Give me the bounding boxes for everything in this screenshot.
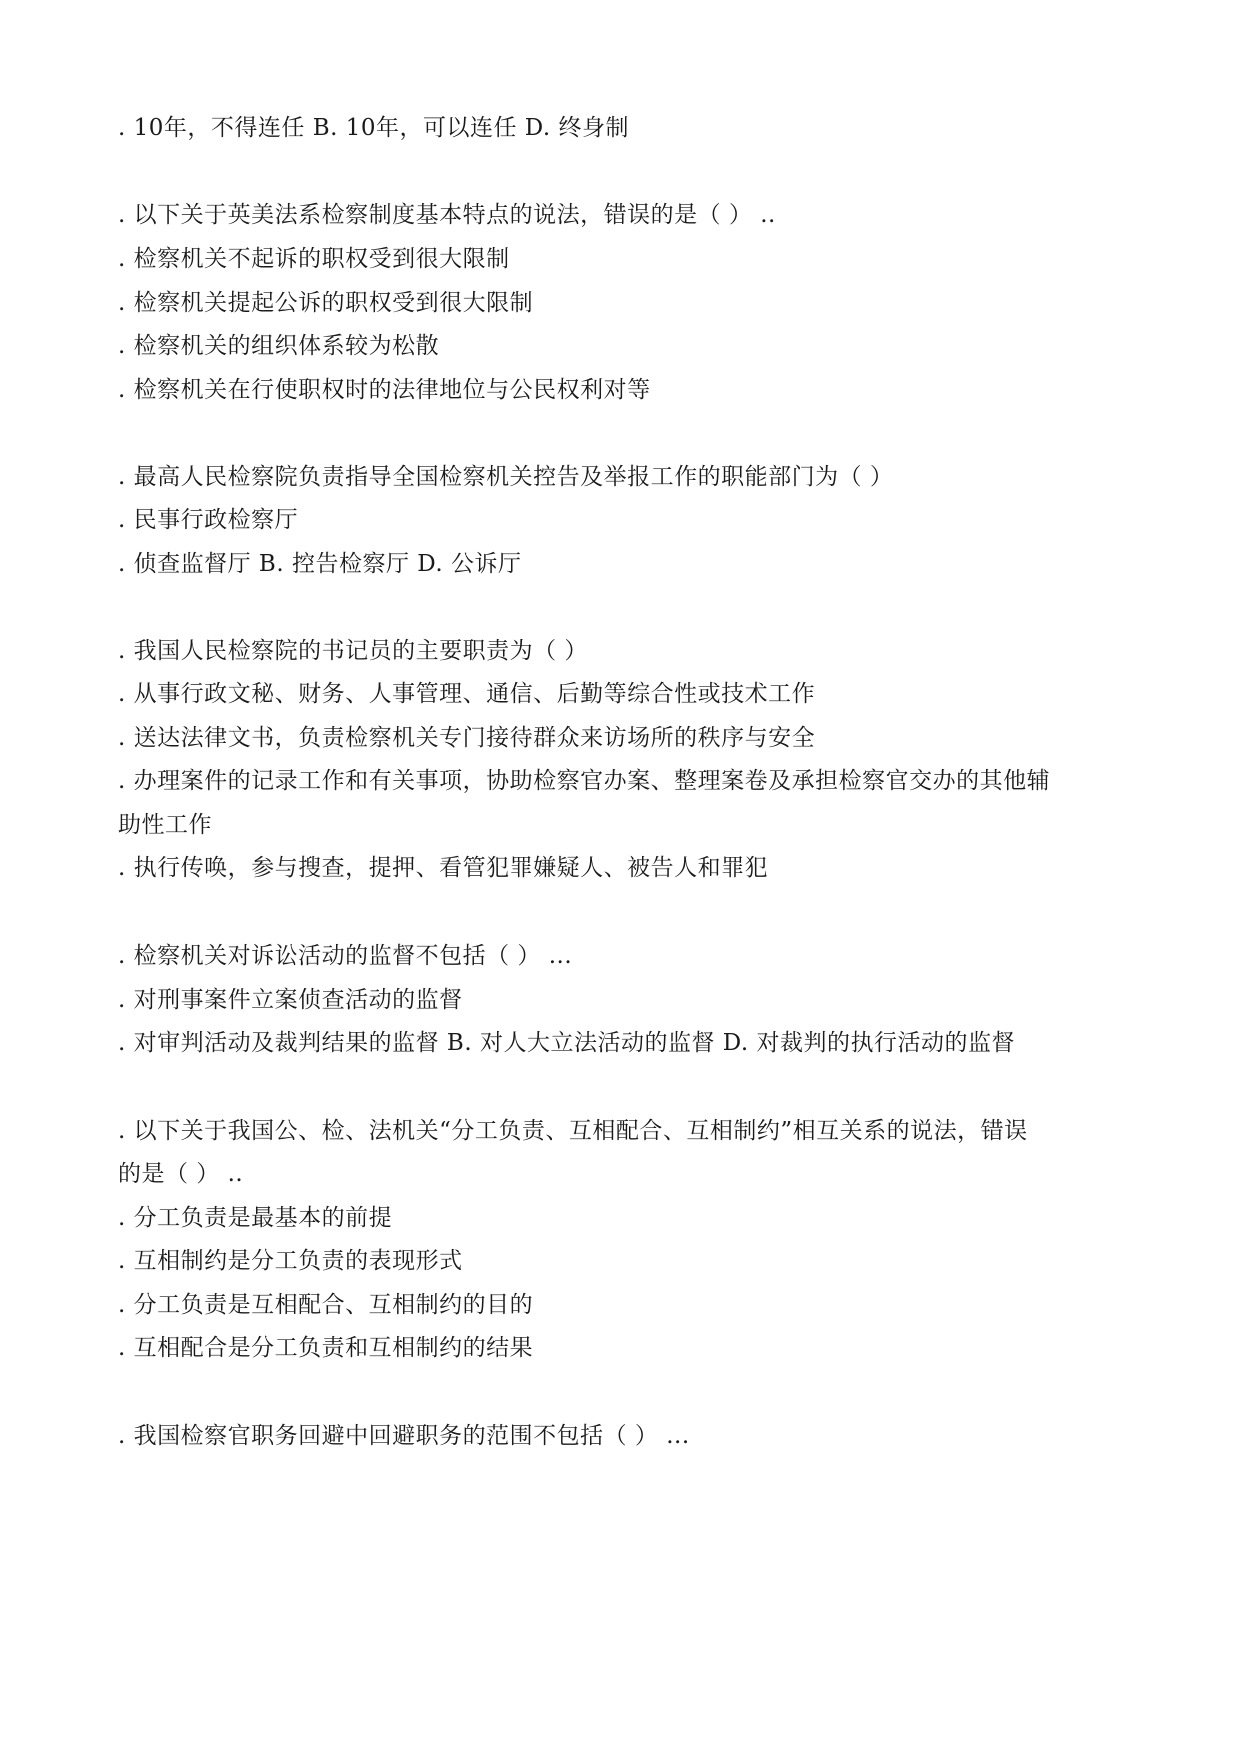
question-line: . 我国人民检察院的书记员的主要职责为（ ） xyxy=(118,638,588,664)
question-line: . 以下关于我国公、检、法机关“分工负责、互相配合、互相制约”相互关系的说法，错误 xyxy=(118,1118,1028,1144)
option-line: . 检察机关不起诉的职权受到很大限制 xyxy=(118,246,510,272)
question-line: . 我国检察官职务回避中回避职务的范围不包括（ ） ... xyxy=(118,1423,690,1449)
option-line: . 对刑事案件立案侦查活动的监督 xyxy=(118,987,463,1013)
question-line-continued: 的是（ ） .. xyxy=(118,1161,244,1187)
option-line-continued: 助性工作 xyxy=(118,812,212,838)
option-line: . 侦查监督厅 B. 控告检察厅 D. 公诉厅 xyxy=(118,551,522,577)
option-line: . 检察机关在行使职权时的法律地位与公民权利对等 xyxy=(118,377,651,403)
option-line: . 民事行政检察厅 xyxy=(118,507,299,533)
question-line: . 最高人民检察院负责指导全国检察机关控告及举报工作的职能部门为（ ） xyxy=(118,464,894,490)
option-line: . 检察机关提起公诉的职权受到很大限制 xyxy=(118,290,534,316)
question-line: . 检察机关对诉讼活动的监督不包括（ ） ... xyxy=(118,943,573,969)
option-line: . 对审判活动及裁判结果的监督 B. 对人大立法活动的监督 D. 对裁判的执行活动的监督 xyxy=(118,1030,1016,1056)
option-line: . 互相配合是分工负责和互相制约的结果 xyxy=(118,1335,534,1361)
option-line: . 执行传唤，参与搜查，提押、看管犯罪嫌疑人、被告人和罪犯 xyxy=(118,855,769,881)
option-line: . 从事行政文秘、财务、人事管理、通信、后勤等综合性或技术工作 xyxy=(118,681,816,707)
option-line: . 办理案件的记录工作和有关事项，协助检察官办案、整理案卷及承担检察官交办的其他辅 xyxy=(118,768,1051,794)
option-line: . 检察机关的组织体系较为松散 xyxy=(118,333,440,359)
option-line: . 互相制约是分工负责的表现形式 xyxy=(118,1248,463,1274)
option-line: . 分工负责是互相配合、互相制约的目的 xyxy=(118,1292,534,1318)
question-line: . 以下关于英美法系检察制度基本特点的说法，错误的是（ ） .. xyxy=(118,202,776,228)
option-line: . 送达法律文书，负责检察机关专门接待群众来访场所的秩序与安全 xyxy=(118,725,816,751)
option-line: . 分工负责是最基本的前提 xyxy=(118,1205,393,1231)
text-line: . 10年，不得连任 B. 10年，可以连任 D. 终身制 xyxy=(118,115,630,141)
